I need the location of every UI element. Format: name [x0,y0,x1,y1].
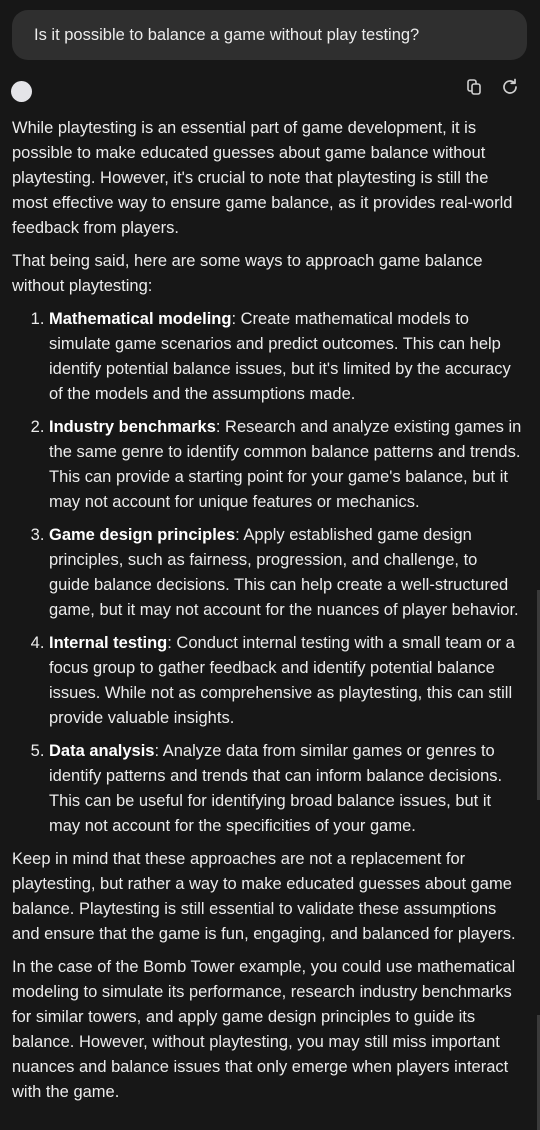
copy-icon[interactable] [463,76,485,98]
response-lead: That being said, here are some ways to approach game balance without playtesting: [12,252,483,295]
list-item [49,631,522,731]
user-message-text: Is it possible to balance a game without play testing? [34,25,420,44]
list-item-title: Data analysis [49,742,155,760]
list-item-text: : Conduct internal testing with a small team or a focus group to gather feedback and identify potential balance issues. While not as comprehensive as playtesting, this can still provide valuable insights. [49,634,515,727]
list-item-text: : Research and analyze existing games in the same genre to identify common balance patterns and trends. This can provide a starting point for your game's balance, but it may not account for unique features or mechanics. [49,418,522,511]
response-intro: While playtesting is an essential part of game development, it is possible to make educated guesses about game balance without playtesting. However, it's crucial to note that playtesting is still the most effective way to ensure game balance, as it provides real-world feedback from players. [12,119,513,237]
response-closing-1: Keep in mind that these approaches are not a replacement for playtesting, but rather a way to make educated guesses about game balance. Playtesting is still essential to validate these assumptions and ensure that the game is fun, engaging, and balanced for players. [12,850,516,943]
list-item [49,739,522,839]
list-item [49,523,522,623]
response-closing-2: In the case of the Bomb Tower example, you could use mathematical modeling to simulate its performance, research industry benchmarks for similar towers, and apply game design principles to guide its balance. However, without playtesting, you may still miss important nuances and balance issues that only emerge when players interact with the game. [12,958,516,1101]
list-item [49,415,522,515]
list-item-text: : Create mathematical models to simulate game scenarios and predict outcomes. This can help identify potential balance issues, but it's limited by the accuracy of the models and the assumptions made. [49,310,511,403]
list-item-title: Internal testing [49,634,168,652]
list-item-text: : Apply established game design principles, such as fairness, progression, and challenge, to guide balance decisions. This can help create a well-structured game, but it may not account for the nuances of player behavior. [49,526,519,619]
list-item-title: Industry benchmarks [49,418,216,436]
regenerate-icon[interactable] [499,76,521,98]
assistant-avatar [11,81,32,102]
list-item-title: Game design principles [49,526,236,544]
list-item [49,307,522,407]
user-message-bubble [12,10,527,60]
assistant-response [12,116,522,1113]
list-item-title: Mathematical modeling [49,310,232,328]
approaches-list [12,307,522,839]
list-item-text: : Analyze data from similar games or genres to identify patterns and trends that can inform balance decisions. This can be useful for identifying broad balance issues, but it may not account for the specificities of your game. [49,742,503,835]
